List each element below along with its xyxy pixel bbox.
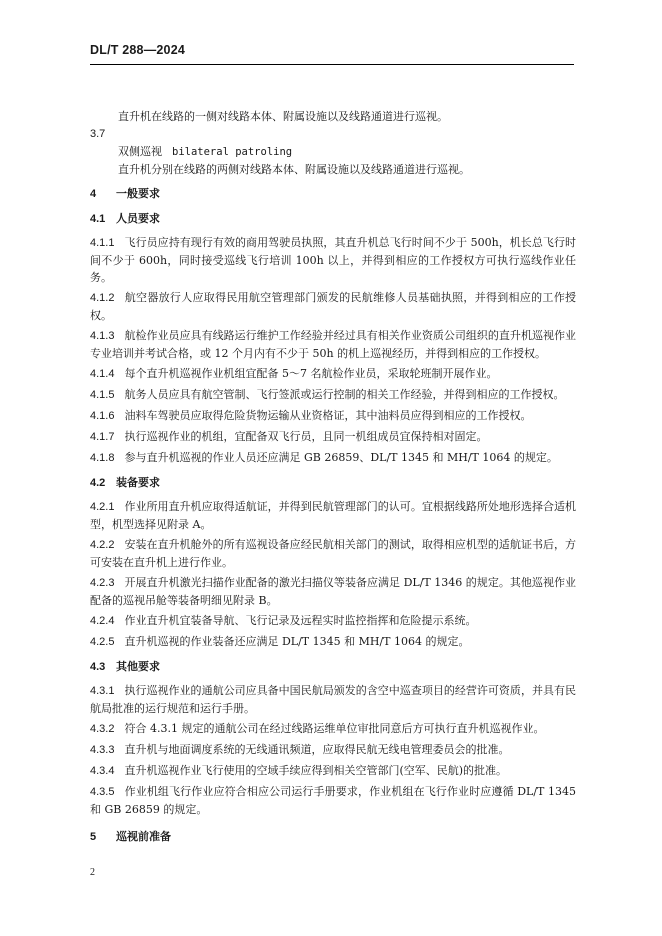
section-4-1-title: 人员要求 [116,212,160,225]
section-4-1-heading [90,210,576,228]
clause-4-1-5: 4.1.5 航务人员应具有航空管制、飞行签派或运行控制的相关工作经验，并得到相应的工作授权。 [90,388,565,401]
clause-4-2-1: 4.2.1 作业所用直升机应取得适航证，并得到民航管理部门的认可。宜根据线路所处地形选择合适机型，机型选择见附录 A。 [90,500,576,531]
clause-4-1-8: 4.1.8 参与直升机巡视的作业人员还应满足 GB 26859、DL/T 1345 和 MH/T 1064 的规定。 [90,451,558,464]
clause-4-1-4: 4.1.4 每个直升机巡视作业机组宜配备 5～7 名航检作业员，采取轮班制开展作业。 [90,367,498,380]
clause-4-3-1: 4.3.1 执行巡视作业的通航公司应具备中国民航局颁发的含空中巡查项目的经营许可资质，并具有民航局批准的运行规范和运行手册。 [90,684,576,715]
term-3-7-chinese: 双侧巡视 [118,145,162,158]
clause-4-3-3: 4.3.3 直升机与地面调度系统的无线通讯频道，应取得民航无线电管理委员会的批准。 [90,743,510,756]
section-4-title: 一般要求 [116,187,160,200]
clause-4-1-1: 4.1.1 飞行员应持有现行有效的商用驾驶员执照，其直升机总飞行时间不少于 500h，机长总飞行时间不少于 600h，同时接受巡线飞行培训 100h 以上，并得到相应的工作授权方可执行巡线作业任务。 [90,236,576,284]
section-4-2-title: 装备要求 [116,476,160,489]
section-5-heading [90,828,576,846]
term-number [90,125,576,143]
clause-4-2-5: 4.2.5 直升机巡视的作业装备还应满足 DL/T 1345 和 MH/T 1064 的规定。 [90,635,470,648]
term-3-7-definition: 直升机分别在线路的两侧对线路本体、附属设施以及线路通道进行巡视。 [118,163,470,176]
term-3-7-english: bilateral patroling [172,146,293,158]
section-4-1-number: 4.1 [90,213,106,225]
page-number: 2 [90,867,95,878]
clause-4-3-4: 4.3.4 直升机巡视作业飞行使用的空域手续应得到相关空管部门(空军、民航)的批准。 [90,764,508,777]
clause-4-2-2: 4.2.2 安装在直升机舱外的所有巡视设备应经民航相关部门的测试，取得相应机型的适航证书后，方可安装在直升机上进行作业。 [90,538,576,569]
section-4-number: 4 [90,188,97,200]
clause-4-2-3: 4.2.3 开展直升机激光扫描作业配备的激光扫描仪等装备应满足 DL/T 1346 的规定。其他巡视作业配备的巡视吊舱等装备明细见附录 B。 [90,576,576,607]
section-5-title: 巡视前准备 [116,830,171,843]
clause-4-3-2: 4.3.2 符合 4.3.1 规定的通航公司在经过线路运维单位审批同意后方可执行直升机巡视作业。 [90,722,545,735]
section-4-2-heading [90,474,576,492]
document-code: DL/T 288—2024 [90,43,186,57]
term-heading [90,143,576,161]
section-4-3-title: 其他要求 [116,660,160,673]
page-content [90,108,576,852]
clause-4-1-7: 4.1.7 执行巡视作业的机组，宜配备双飞行员，且同一机组成员宜保持相对固定。 [90,430,488,443]
section-4-3-heading [90,658,576,676]
clause-4-2-4: 4.2.4 作业直升机宜装备导航、飞行记录及远程实时监控指挥和危险提示系统。 [90,614,477,627]
clause-4-1-3: 4.1.3 航检作业员应具有线路运行维护工作经验并经过具有相关作业资质公司组织的直升机巡视作业专业培训并考试合格，或 12 个月内有不少于 50h 的机上巡视经历，并得到相应的工作授权。 [90,329,576,360]
header-rule [90,64,574,65]
section-4-heading [90,185,576,203]
clause-4-1-2: 4.1.2 航空器放行人应取得民用航空管理部门颁发的民航维修人员基础执照，并得到相应的工作授权。 [90,291,576,322]
continued-definition: 直升机在线路的一侧对线路本体、附属设施以及线路通道进行巡视。 [118,110,448,123]
section-4-2-number: 4.2 [90,477,106,489]
clause-4-1-6: 4.1.6 油料车驾驶员应取得危险货物运输从业资格证，其中油料员应得到相应的工作授权。 [90,409,532,422]
section-4-3-number: 4.3 [90,661,106,673]
clause-4-3-5: 4.3.5 作业机组飞行作业应符合相应公司运行手册要求，作业机组在飞行作业时应遵循 DL/T 1345 和 GB 26859 的规定。 [90,785,576,816]
term-3-7-number: 3.7 [90,128,106,140]
section-5-number: 5 [90,831,97,843]
